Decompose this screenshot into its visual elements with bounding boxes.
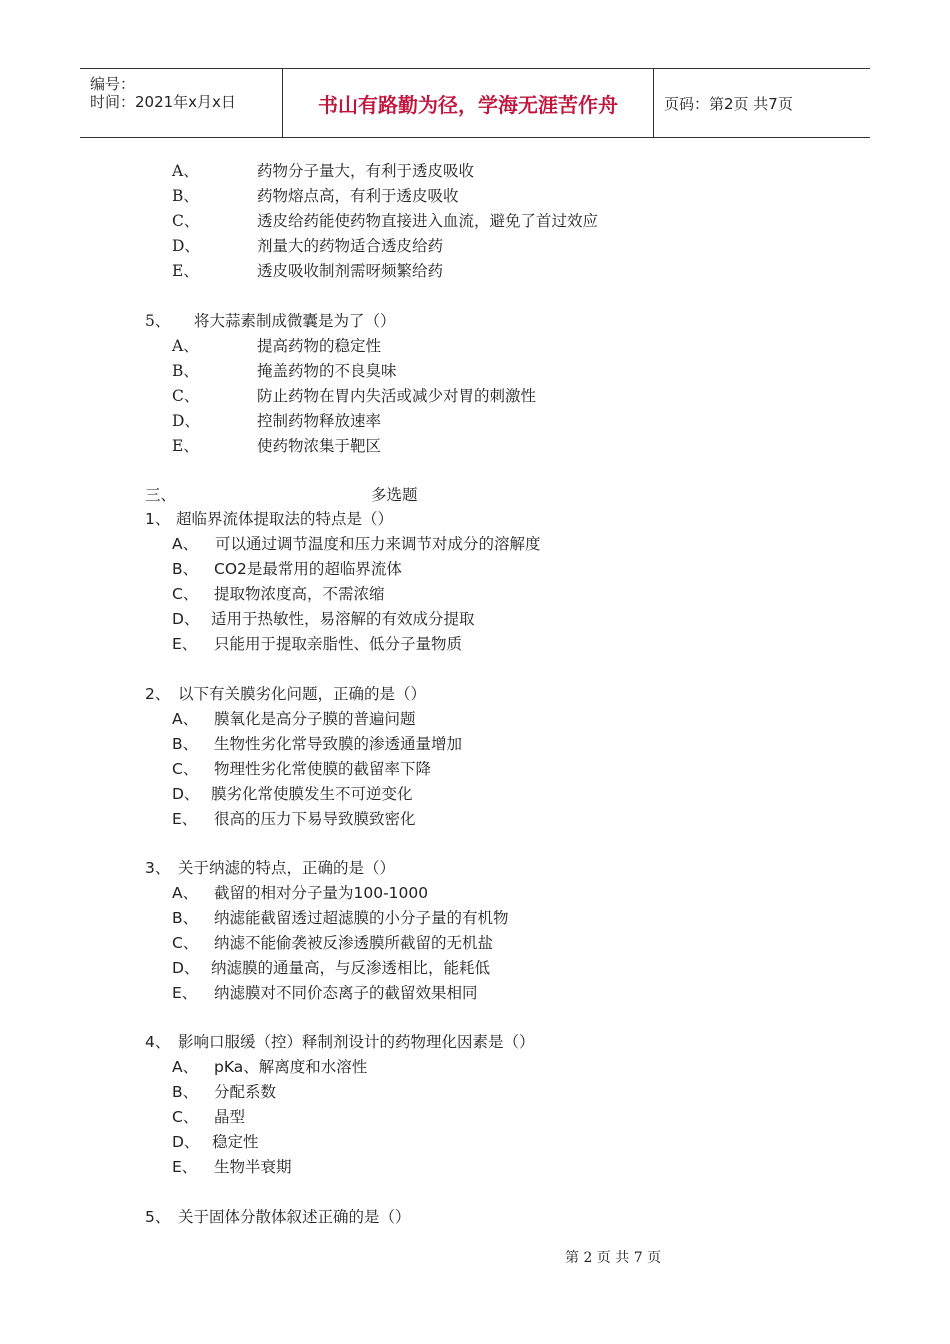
option-label: A、 [172, 162, 199, 180]
option-label: B、 [172, 735, 199, 753]
option-text: 只能用于提取亲脂性、低分子量物质 [214, 635, 463, 653]
document-time-label: 时间：2021年x月x日 [90, 93, 236, 111]
option-label: E、 [172, 984, 198, 1002]
option-label: C、 [172, 1108, 199, 1126]
question-number: 2、 [145, 685, 171, 703]
option-text: 稳定性 [212, 1133, 259, 1151]
option-text: 剂量大的药物适合透皮给药 [257, 237, 444, 255]
option-label: D、 [172, 237, 200, 255]
footer-page-info: 第 2 页 共 7 页 [565, 1250, 662, 1266]
option-label: C、 [172, 760, 199, 778]
document-number-label: 编号： [90, 75, 136, 93]
option-text: 提取物浓度高，不需浓缩 [214, 585, 385, 603]
option-label: D、 [172, 610, 200, 628]
question-number: 3、 [145, 859, 171, 877]
option-label: D、 [172, 412, 200, 430]
option-text: 物理性劣化常使膜的截留率下降 [214, 760, 432, 778]
option-label: B、 [172, 362, 199, 380]
option-text: 膜氧化是高分子膜的普遍问题 [214, 710, 416, 728]
option-text: 使药物浓集于靶区 [257, 437, 382, 455]
option-label: A、 [172, 337, 199, 355]
question-text: 关于固体分散体叙述正确的是（） [178, 1208, 411, 1226]
option-label: A、 [172, 535, 199, 553]
option-label: B、 [172, 560, 199, 578]
option-text: 药物熔点高，有利于透皮吸收 [257, 187, 459, 205]
option-label: A、 [172, 1058, 199, 1076]
option-label: A、 [172, 884, 199, 902]
question-text: 关于纳滤的特点，正确的是（） [178, 859, 396, 877]
option-text: 生物半衰期 [214, 1158, 292, 1176]
option-text: 适用于热敏性，易溶解的有效成分提取 [211, 610, 475, 628]
option-label: B、 [172, 909, 199, 927]
option-label: B、 [172, 187, 199, 205]
option-label: D、 [172, 959, 200, 977]
option-label: C、 [172, 212, 200, 230]
question-text: 将大蒜素制成微囊是为了（） [194, 312, 396, 330]
option-text: pKa、解离度和水溶性 [214, 1058, 368, 1076]
section-number: 三、 [145, 486, 177, 504]
option-label: D、 [172, 1133, 200, 1151]
option-text: 药物分子量大，有利于透皮吸收 [257, 162, 475, 180]
option-text: 生物性劣化常导致膜的渗透通量增加 [214, 735, 463, 753]
option-label: E、 [172, 437, 199, 455]
option-label: A、 [172, 710, 199, 728]
option-text: 纳滤膜的通量高，与反渗透相比，能耗低 [211, 959, 491, 977]
option-text: 很高的压力下易导致膜致密化 [214, 810, 416, 828]
option-label: B、 [172, 1083, 199, 1101]
header-left-cell [80, 69, 283, 137]
option-label: E、 [172, 810, 198, 828]
option-label: D、 [172, 785, 200, 803]
option-text: 可以通过调节温度和压力来调节对成分的溶解度 [215, 535, 541, 553]
option-label: E、 [172, 635, 198, 653]
option-text: 透皮吸收制剂需呀频繁给药 [257, 262, 444, 280]
option-text: 纳滤不能偷袭被反渗透膜所截留的无机盐 [214, 934, 494, 952]
option-text: 截留的相对分子量为100-1000 [214, 884, 429, 902]
header-motto: 书山有路勤为径，学海无涯苦作舟 [283, 69, 654, 137]
option-label: C、 [172, 387, 200, 405]
question-number: 5、 [145, 312, 171, 330]
question-text: 影响口服缓（控）释制剂设计的药物理化因素是（） [178, 1033, 535, 1051]
option-label: C、 [172, 934, 199, 952]
question-number: 1、 [145, 510, 171, 528]
option-label: C、 [172, 585, 199, 603]
option-text: 控制药物释放速率 [257, 412, 382, 430]
option-text: 纳滤能截留透过超滤膜的小分子量的有机物 [214, 909, 509, 927]
question-number: 4、 [145, 1033, 171, 1051]
header-page-code [654, 69, 870, 137]
option-label: E、 [172, 1158, 198, 1176]
option-text: 纳滤膜对不同价态离子的截留效果相同 [214, 984, 478, 1002]
question-text: 超临界流体提取法的特点是（） [176, 510, 394, 528]
option-text: 膜劣化常使膜发生不可逆变化 [211, 785, 413, 803]
option-text: 掩盖药物的不良臭味 [257, 362, 397, 380]
option-text: 晶型 [214, 1108, 246, 1126]
option-text: 透皮给药能使药物直接进入血流，避免了首过效应 [257, 212, 599, 230]
option-text: 防止药物在胃内失活或减少对胃的刺激性 [257, 387, 537, 405]
page-header [80, 68, 870, 138]
page-code-text: 页码：第2页 共7页 [664, 94, 793, 113]
section-title: 多选题 [371, 486, 418, 504]
question-number: 5、 [145, 1208, 171, 1226]
question-text: 以下有关膜劣化问题，正确的是（） [178, 685, 427, 703]
option-label: E、 [172, 262, 199, 280]
option-text: 分配系数 [214, 1083, 277, 1101]
option-text: CO2是最常用的超临界流体 [214, 560, 402, 578]
option-text: 提高药物的稳定性 [257, 337, 382, 355]
